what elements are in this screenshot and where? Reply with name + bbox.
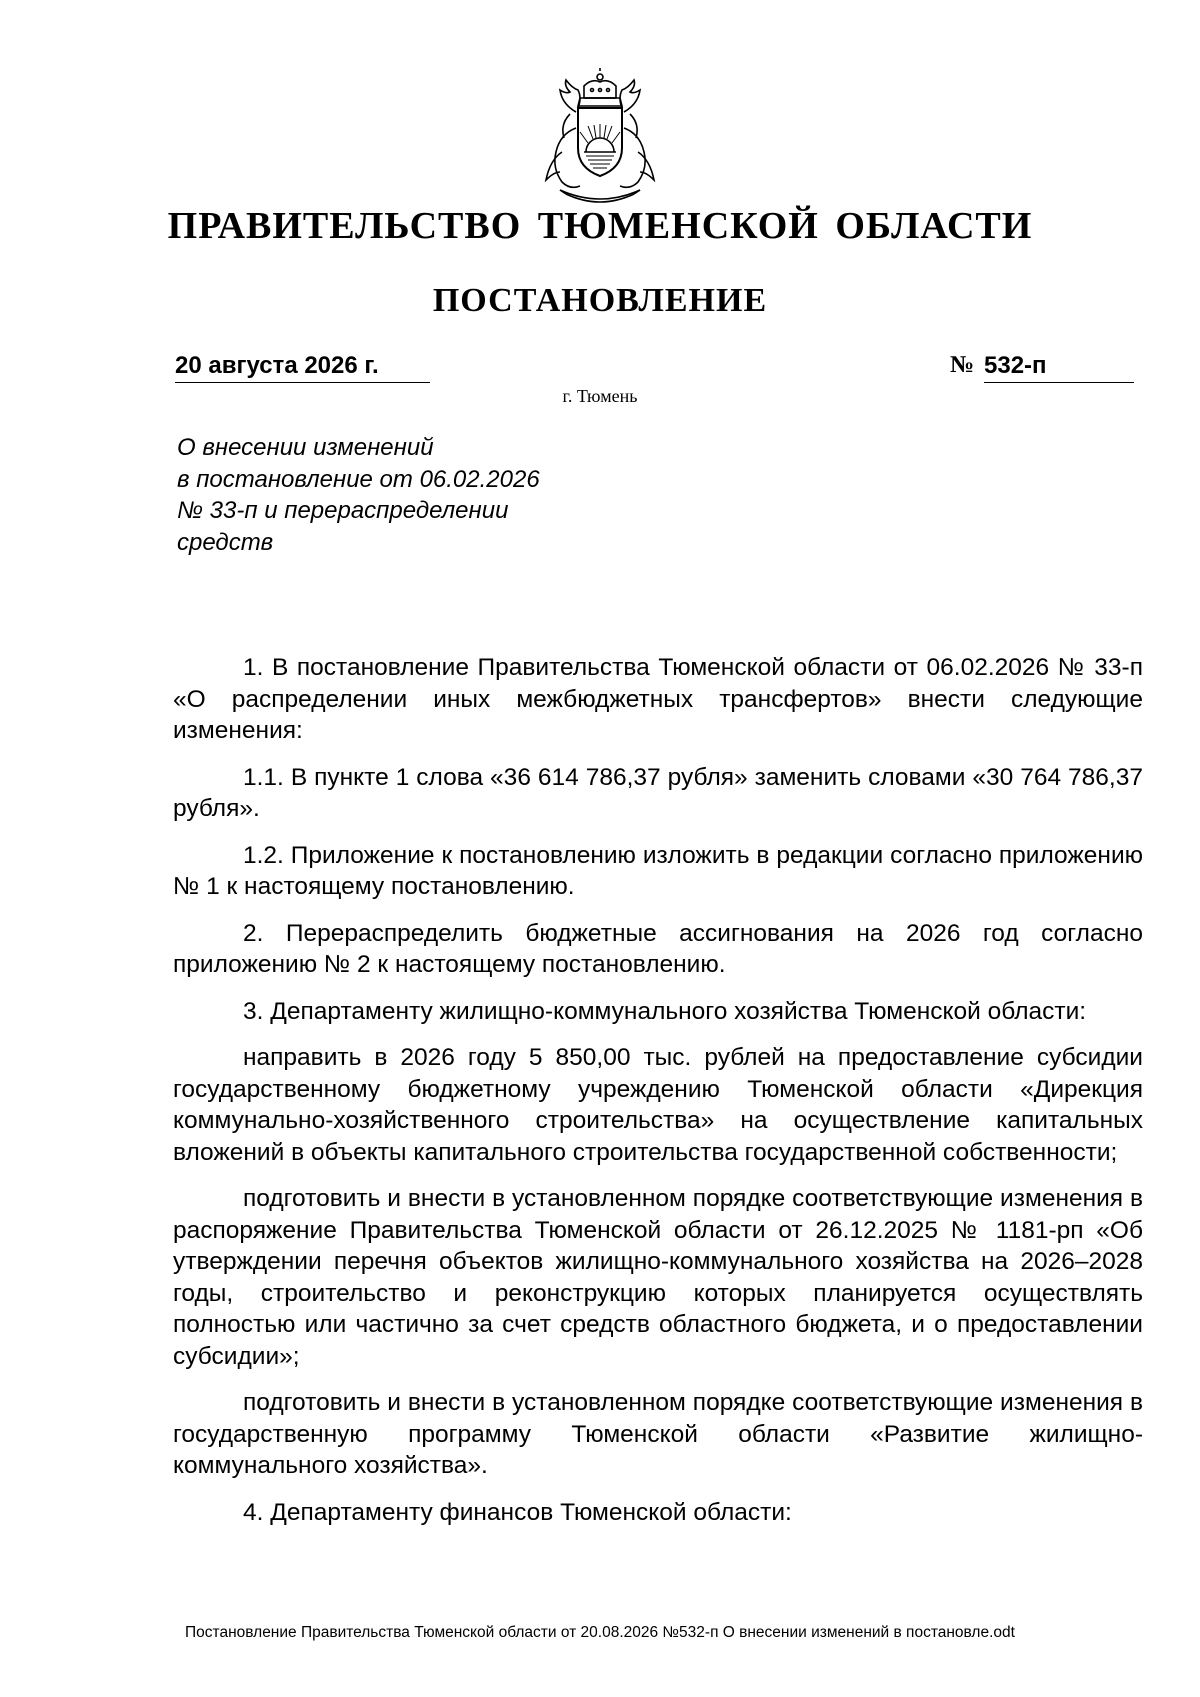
- subject-line: О внесении изменений: [177, 434, 434, 461]
- subject-line: № 33-п и перераспределении: [177, 497, 509, 524]
- body-paragraph: 4. Департаменту финансов Тюменской области:: [243, 1498, 792, 1526]
- page-footer: Постановление Правительства Тюменской области от 20.08.2026 №532-п О внесении изменений в постановле.odt: [185, 1624, 1015, 1641]
- subject-line: средств: [177, 528, 274, 556]
- subject-line: в постановление от 06.02.2026: [177, 465, 540, 493]
- document-date: 20 августа 2026 г.: [175, 352, 430, 383]
- body-paragraph: 2. Перераспределить бюджетные ассигнования на 2026 год согласно приложению № 2 к настоящему постановлению.: [173, 919, 1143, 978]
- body-paragraph: подготовить и внести в установленном порядке соответствующие изменения в государственную программу Тюменской области «Развитие жилищно-коммунального хозяйства».: [173, 1389, 1143, 1479]
- body-paragraph: 1.2. Приложение к постановлению изложить в редакции согласно приложению № 1 к настоящему постановлению.: [173, 841, 1143, 900]
- document-number: 532-п: [984, 352, 1134, 383]
- document-body: [173, 652, 1143, 1543]
- body-paragraph: подготовить и внести в установленном порядке соответствующие изменения в распоряжение Правительства Тюменской области от 26.12.2025 № 1181-рп «Об утверждении перечня объектов жилищно-коммунального хозяйства на 2026–2028 годы, строительство и реконструкцию которых планируется осуществлять полностью или частично за счет средств областного бюджета, и о предоставлении субсидии»;: [173, 1185, 1143, 1370]
- number-sign: №: [950, 352, 975, 378]
- body-paragraph: направить в 2026 году 5 850,00 тыс. рублей на предоставление субсидии государственному бюджетному учреждению Тюменской области «Дирекция коммунально-хозяйственного строительства» на осуществление капитальных вложений в объекты капитального строительства государственной собственности;: [173, 1044, 1143, 1166]
- body-paragraph: 1. В постановление Правительства Тюменской области от 06.02.2026 № 33-п «О распределении иных межбюджетных трансфертов» внести следующие изменения:: [173, 654, 1143, 744]
- document-type-title: ПОСТАНОВЛЕНИЕ: [432, 282, 768, 319]
- body-paragraph: 1.1. В пункте 1 слова «36 614 786,37 рубля» заменить словами «30 764 786,37 рубля».: [173, 763, 1143, 822]
- body-paragraph: 3. Департаменту жилищно-коммунального хозяйства Тюменской области:: [243, 997, 1087, 1025]
- document-city: г. Тюмень: [562, 386, 638, 406]
- document-subject: [177, 432, 597, 558]
- government-title: ПРАВИТЕЛЬСТВО ТЮМЕНСКОЙ ОБЛАСТИ: [167, 205, 1033, 247]
- coat-of-arms-emblem: [500, 68, 700, 208]
